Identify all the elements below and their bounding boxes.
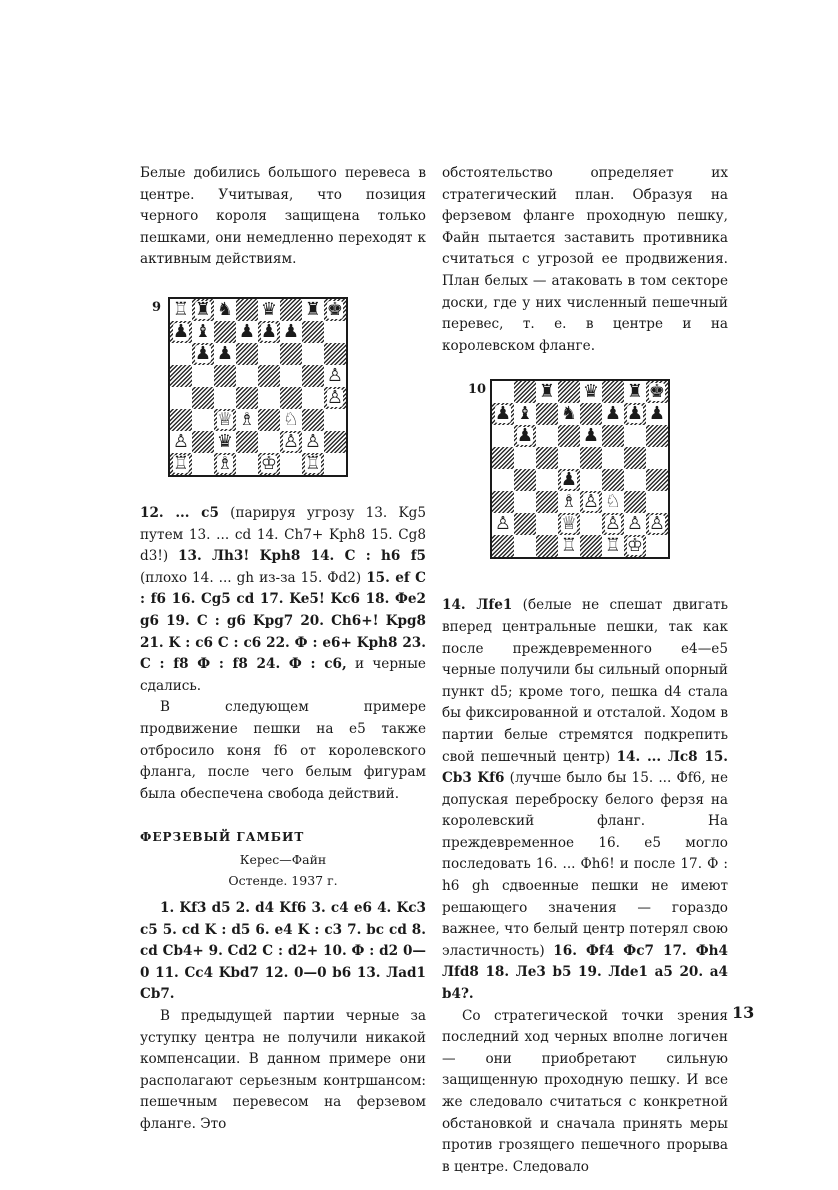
black-pawn-icon: ♟ (582, 425, 600, 447)
black-rook-icon: ♜ (538, 381, 556, 403)
board-square (280, 299, 302, 321)
board-square (280, 409, 302, 431)
board-square (536, 425, 558, 447)
board-square (214, 321, 236, 343)
black-bishop-icon: ♝ (194, 320, 212, 342)
black-bishop-icon: ♝ (516, 403, 534, 425)
board-square (514, 381, 536, 403)
black-pawn-icon: ♟ (560, 469, 578, 491)
board-square (602, 381, 624, 403)
board-square (324, 409, 346, 431)
board-square (192, 409, 214, 431)
board-square (280, 365, 302, 387)
board-square (192, 453, 214, 475)
board-square (280, 431, 302, 453)
left-column (140, 163, 426, 1136)
board-square (258, 299, 280, 321)
board-square (324, 343, 346, 365)
board-square (624, 381, 646, 403)
board-square (236, 409, 258, 431)
board-square (580, 403, 602, 425)
board-square (580, 469, 602, 491)
white-king-icon: ♔ (626, 535, 644, 557)
white-pawn-icon: ♙ (282, 430, 300, 452)
white-knight-icon: ♘ (604, 491, 622, 513)
board-square (492, 403, 514, 425)
move-text: 1. Kf3 d5 2. d4 Kf6 3. c4 e6 4. Kc3 c5 5. cd K : d5 6. e4 K : c3 7. bc cd 8. cd Cb4+ 9. Cd2 C : d2+ 10. Ф : d2 0—0 11. Cc4 Kbd7 12. 0—0 b6 13. Лad1 Cb7. (140, 900, 426, 1003)
board-square (170, 453, 192, 475)
diagram-10 (442, 371, 728, 583)
board-square (558, 403, 580, 425)
annotation-text: и черные сдались. (140, 656, 426, 694)
board-square (214, 387, 236, 409)
board-square (514, 447, 536, 469)
board-square (602, 425, 624, 447)
black-pawn-icon: ♟ (282, 320, 300, 342)
white-pawn-icon: ♙ (626, 513, 644, 535)
chessboard-10 (490, 379, 670, 559)
board-square (302, 453, 324, 475)
board-square (302, 321, 324, 343)
black-pawn-icon: ♟ (648, 403, 666, 425)
black-pawn-icon: ♟ (516, 425, 534, 447)
board-square (170, 365, 192, 387)
white-pawn-icon: ♙ (304, 430, 322, 452)
board-square (492, 535, 514, 557)
board-square (536, 491, 558, 513)
board-square (492, 381, 514, 403)
board-square (514, 491, 536, 513)
board-square (624, 403, 646, 425)
board-square (324, 387, 346, 409)
board-square (580, 425, 602, 447)
board-square (170, 409, 192, 431)
board-square (192, 343, 214, 365)
board-square (236, 343, 258, 365)
board-square (536, 403, 558, 425)
black-rook-icon: ♜ (626, 381, 644, 403)
board-square (646, 535, 668, 557)
board-square (492, 491, 514, 513)
board-square (624, 491, 646, 513)
game-continuation-paragraph-2 (442, 595, 728, 1005)
board-square (302, 409, 324, 431)
board-square (258, 343, 280, 365)
board-square (624, 513, 646, 535)
white-pawn-icon: ♙ (326, 386, 344, 408)
black-pawn-icon: ♟ (626, 403, 644, 425)
board-square (646, 447, 668, 469)
diagram-10-label: 10 (468, 382, 487, 398)
board-square (214, 343, 236, 365)
board-square (646, 491, 668, 513)
board-square (646, 425, 668, 447)
board-square (558, 425, 580, 447)
white-rook-icon: ♖ (604, 535, 622, 557)
board-square (324, 453, 346, 475)
board-square (602, 447, 624, 469)
transition-paragraph: В следующем примере продвижение пешки на e5 также отбросило коня f6 от королевского фланга, после чего белым фигурам была обеспечена свобода действий. (140, 699, 426, 802)
board-square (236, 387, 258, 409)
board-square (236, 431, 258, 453)
board-square (236, 321, 258, 343)
board-square (302, 365, 324, 387)
board-square (258, 387, 280, 409)
black-rook-icon: ♜ (194, 298, 212, 320)
board-square (170, 387, 192, 409)
board-square (580, 491, 602, 513)
board-square (492, 513, 514, 535)
black-king-icon: ♚ (326, 298, 344, 320)
commentary-paragraph: В предыдущей партии черные за уступку центра не получили никакой компенсации. В данном примере они располагают серьезным контршансом: пешечным перевесом на ферзевом фланге. Это (140, 1008, 426, 1132)
board-square (214, 453, 236, 475)
black-pawn-icon: ♟ (604, 403, 622, 425)
board-square (602, 403, 624, 425)
white-pawn-icon: ♙ (326, 364, 344, 386)
move-text: 15. ef C : f6 16. Cg5 cd 17. Ke5! Kc6 18. Фe2 g6 19. C : g6 Kpg7 20. Ch6+! Kpg8 21. K : c6 C : c6 22. Ф : e6+ Kph8 23. C : f8 Ф : f8 24. Ф : c6, (140, 569, 426, 673)
board-square (258, 453, 280, 475)
strategy-paragraph: обстоятельство определяет их стратегический план. Образуя на ферзевом фланге проходную пешку, Файн пытается заставить противника считаться с угрозой ее продвижения. План белых — атаковать в том секторе доски, где у них численный пешечный перевес, т. е. в центре и на королевском фланге. (442, 165, 728, 354)
board-square (192, 431, 214, 453)
board-square (624, 447, 646, 469)
board-square (514, 535, 536, 557)
black-pawn-icon: ♟ (238, 320, 256, 342)
board-square (624, 469, 646, 491)
board-square (258, 321, 280, 343)
board-square (192, 321, 214, 343)
white-pawn-icon: ♙ (172, 430, 190, 452)
board-square (536, 513, 558, 535)
board-square (602, 469, 624, 491)
black-pawn-icon: ♟ (194, 342, 212, 364)
board-square (324, 299, 346, 321)
board-square (514, 469, 536, 491)
move-text: 12. ... c5 (140, 504, 219, 521)
black-queen-icon: ♛ (260, 298, 278, 320)
board-square (646, 381, 668, 403)
opening-heading: ФЕРЗЕВЫЙ ГАМБИТ (140, 830, 305, 845)
game-continuation-paragraph (140, 503, 426, 697)
board-square (580, 381, 602, 403)
board-square (492, 425, 514, 447)
intro-paragraph: Белые добились большого перевеса в центре. Учитывая, что позиция черного короля защищена только пешками, они немедленно переходят к активным действиям. (140, 165, 426, 268)
board-square (558, 535, 580, 557)
white-pawn-icon: ♙ (582, 491, 600, 513)
white-rook-icon: ♖ (304, 452, 322, 474)
place-line: Остенде. 1937 г. (228, 873, 338, 889)
white-bishop-icon: ♗ (560, 491, 578, 513)
black-pawn-icon: ♟ (260, 320, 278, 342)
board-square (214, 409, 236, 431)
board-square (602, 513, 624, 535)
white-queen-icon: ♕ (216, 408, 234, 430)
players-line: Керес—Файн (239, 851, 327, 867)
board-square (536, 469, 558, 491)
white-bishop-icon: ♗ (238, 408, 256, 430)
black-queen-icon: ♛ (216, 430, 234, 452)
right-column (442, 163, 728, 1178)
white-pawn-icon: ♙ (604, 513, 622, 535)
board-square (280, 343, 302, 365)
board-square (624, 425, 646, 447)
board-square (280, 387, 302, 409)
board-square (280, 453, 302, 475)
opening-moves-paragraph (140, 898, 426, 1006)
black-rook-icon: ♜ (304, 298, 322, 320)
board-square (324, 365, 346, 387)
move-text: 16. Фf4 Фc7 17. Фh4 Лfd8 18. Лe3 b5 19. Лde1 a5 20. a4 b4?. (442, 942, 728, 1003)
board-square (624, 535, 646, 557)
board-square (536, 535, 558, 557)
board-square (170, 299, 192, 321)
white-bishop-icon: ♗ (216, 452, 234, 474)
board-square (258, 431, 280, 453)
board-square (236, 365, 258, 387)
board-square (602, 491, 624, 513)
board-square (302, 343, 324, 365)
board-square (580, 535, 602, 557)
black-king-icon: ♚ (648, 381, 666, 403)
board-square (236, 453, 258, 475)
move-text: 14. Лfe1 (442, 597, 513, 614)
annotation-text: (белые не спешат двигать вперед центральные пешки, так как после преждевременного e4—e5 черные получили бы сильный опорный пункт d5; кроме того, пешка d4 стала бы фиксированной и отсталой. Ходом в партии белые стремятся подкрепить свой пешечный центр) (442, 597, 728, 765)
black-knight-icon: ♞ (216, 298, 234, 320)
board-square (492, 469, 514, 491)
black-knight-icon: ♞ (560, 403, 578, 425)
white-queen-icon: ♕ (560, 513, 578, 535)
white-rook-icon: ♖ (172, 298, 190, 320)
board-square (236, 299, 258, 321)
board-square (324, 431, 346, 453)
board-square (214, 431, 236, 453)
board-square (192, 299, 214, 321)
board-square (170, 321, 192, 343)
white-knight-icon: ♘ (282, 408, 300, 430)
page-number: 13 (732, 1003, 755, 1022)
board-square (646, 403, 668, 425)
board-square (302, 387, 324, 409)
board-square (214, 365, 236, 387)
board-square (302, 299, 324, 321)
chessboard-9 (168, 297, 348, 477)
annotation-text: (плохо 14. ... gh из-за 15. Фd2) (140, 569, 367, 586)
move-text: 14. ... Лc8 15. Cb3 Kf6 (442, 748, 729, 787)
board-square (602, 535, 624, 557)
board-square (536, 447, 558, 469)
annotation-text: (парируя угрозу 13. Kg5 путем 13. ... cd 14. Ch7+ Kph8 15. Cg8 d3!) (140, 504, 426, 565)
board-square (258, 365, 280, 387)
conclusion-paragraph: Со стратегической точки зрения последний ход черных вполне логичен — они приобретают сильную защищенную проходную пешку. И все же следовало считаться с конкретной обстановкой и сначала принять меры против грозящего пешечного прорыва в центре. Следовало (442, 1007, 728, 1175)
board-square (580, 513, 602, 535)
board-square (280, 321, 302, 343)
board-square (536, 381, 558, 403)
black-queen-icon: ♛ (582, 381, 600, 403)
annotation-text: (лучше было бы 15. ... Фf6, не допуская переброску белого ферзя на королевский фланг. На преждевременное 16. e5 могло последовать 16. ... Фh6! и после 17. Ф : h6 gh сдвоенные пешки не имеют решающего значения — гораздо важнее, что белый центр потерял свою эластичность) (442, 770, 729, 959)
board-square (258, 409, 280, 431)
board-square (558, 381, 580, 403)
board-square (170, 343, 192, 365)
white-king-icon: ♔ (260, 452, 278, 474)
diagram-9 (140, 285, 426, 495)
white-pawn-icon: ♙ (494, 513, 512, 535)
board-square (558, 469, 580, 491)
board-square (646, 469, 668, 491)
black-pawn-icon: ♟ (172, 320, 190, 342)
black-pawn-icon: ♟ (494, 403, 512, 425)
board-square (514, 425, 536, 447)
black-pawn-icon: ♟ (216, 342, 234, 364)
board-square (302, 431, 324, 453)
board-square (558, 491, 580, 513)
white-pawn-icon: ♙ (648, 513, 666, 535)
board-square (646, 513, 668, 535)
white-rook-icon: ♖ (560, 535, 578, 557)
board-square (514, 403, 536, 425)
board-square (170, 431, 192, 453)
board-square (492, 447, 514, 469)
board-square (214, 299, 236, 321)
move-text: 13. Лh3! Kph8 14. C : h6 f5 (178, 548, 426, 565)
board-square (324, 321, 346, 343)
board-square (192, 365, 214, 387)
board-square (558, 513, 580, 535)
white-rook-icon: ♖ (172, 452, 190, 474)
board-square (558, 447, 580, 469)
diagram-9-label: 9 (152, 299, 162, 315)
board-square (192, 387, 214, 409)
board-square (514, 513, 536, 535)
board-square (580, 447, 602, 469)
